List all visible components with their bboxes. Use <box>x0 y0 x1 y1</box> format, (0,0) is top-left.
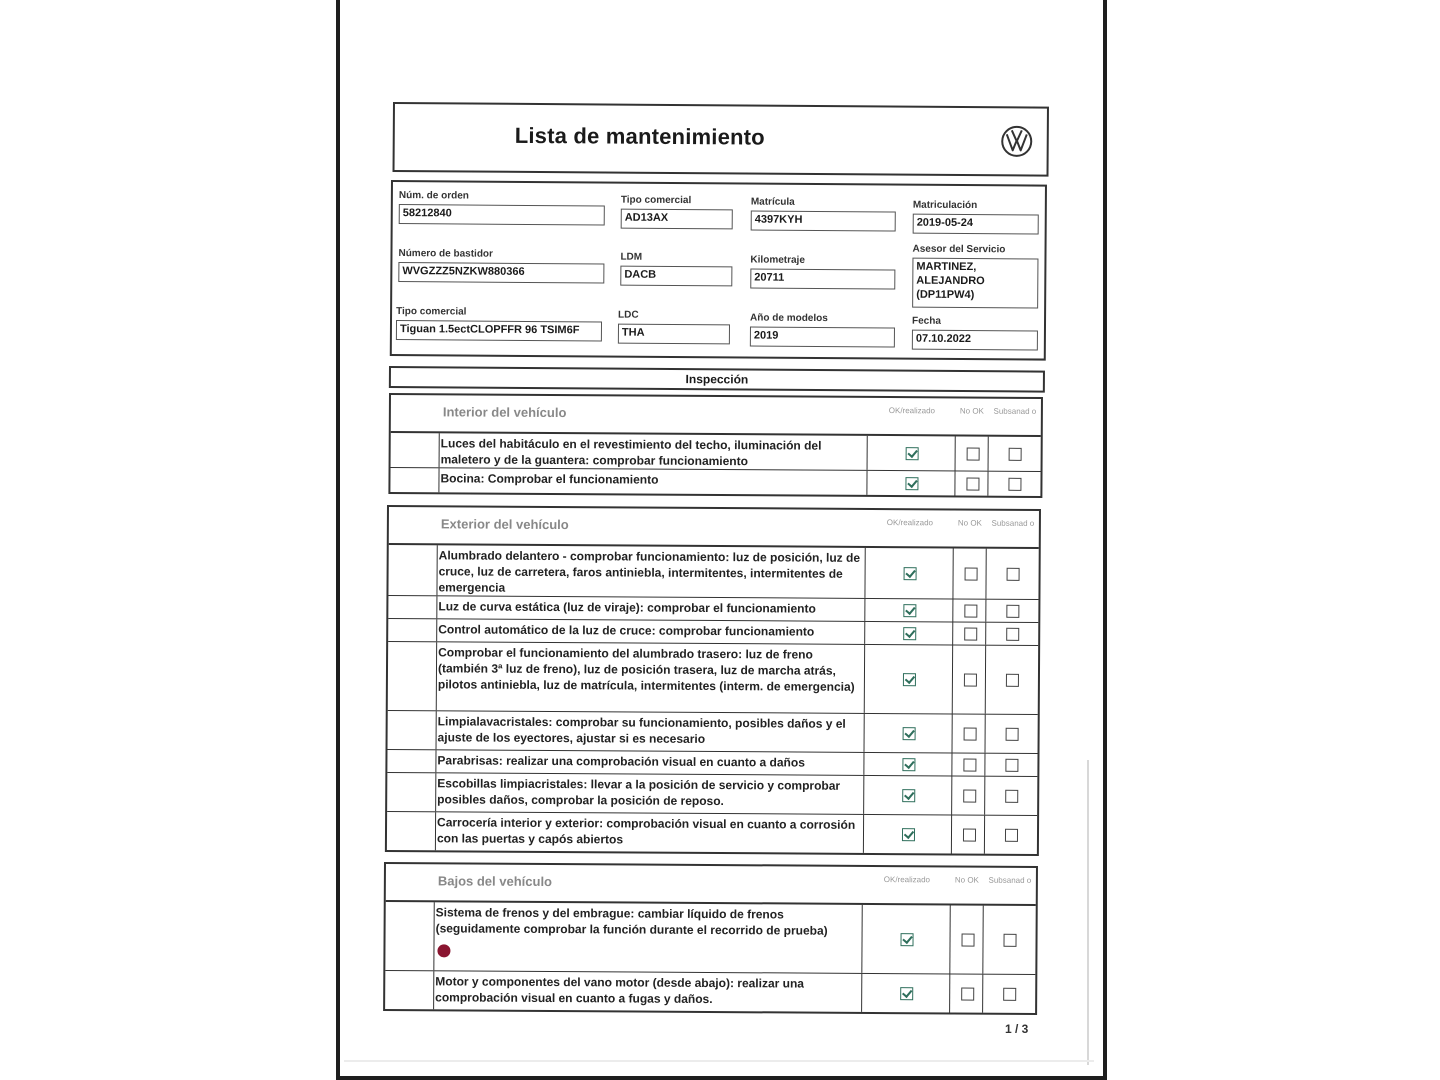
fixed-checkbox[interactable] <box>1006 674 1019 687</box>
no-ok-checkbox[interactable] <box>963 728 976 741</box>
row-text: Bocina: Comprobar el funcionamiento <box>440 471 659 487</box>
ok-checkbox[interactable] <box>905 477 918 490</box>
row-text: Motor y componentes del vano motor (desde abajo): realizar una comprobación visual en cuanto a fugas y daños. <box>435 974 805 1007</box>
table-row <box>390 468 1040 496</box>
order-number-field: Núm. de orden 58212840 <box>399 190 605 225</box>
commercial-type-desc-value: Tiguan 1.5ectCLOPFFR 96 TSIM6F <box>396 320 602 341</box>
plate-value: 4397KYH <box>751 211 896 232</box>
title-box <box>393 102 1049 177</box>
row-text: Luz de curva estática (luz de viraje): comprobar el funcionamiento <box>438 599 816 616</box>
table-row <box>387 812 1037 854</box>
ldc-field: LDC THA <box>618 310 730 345</box>
col-no-ok-header: No OK <box>954 875 979 885</box>
service-advisor-value: MARTINEZ, ALEJANDRO (DP11PW4) <box>912 258 1038 309</box>
no-ok-checkbox[interactable] <box>963 759 976 772</box>
section-title: Exterior del vehículo <box>440 516 569 533</box>
no-ok-checkbox[interactable] <box>963 674 976 687</box>
col-no-ok-header: No OK <box>959 406 984 416</box>
no-ok-checkbox[interactable] <box>964 605 977 618</box>
ok-checkbox[interactable] <box>903 604 916 617</box>
section-title: Bajos del vehículo <box>437 873 553 890</box>
ldm-value: DACB <box>620 266 732 287</box>
fixed-checkbox[interactable] <box>1009 448 1022 461</box>
fixed-checkbox[interactable] <box>1005 829 1018 842</box>
date-value: 07.10.2022 <box>912 330 1038 351</box>
row-text: Comprobar el funcionamiento del alumbrado trasero: luz de freno (también 3ª luz de freno), luz de posición trasera, luz de marcha atrás, pilotos antiniebla, luz de matrícula, intermitentes (interm. de emergencia) <box>437 645 855 694</box>
ok-checkbox[interactable] <box>900 933 913 946</box>
no-ok-checkbox[interactable] <box>964 628 977 641</box>
table-row <box>387 773 1037 816</box>
fixed-checkbox[interactable] <box>1003 934 1016 947</box>
row-text: Alumbrado delantero - comprobar funcionamiento: luz de posición, luz de cruce, luz de carretera, faros antiniebla, intermitentes, intermitentes de emergencia <box>438 548 861 595</box>
plate-field: Matrícula 4397KYH <box>751 197 896 232</box>
fixed-checkbox[interactable] <box>1007 568 1020 581</box>
fixed-checkbox[interactable] <box>1006 728 1019 741</box>
col-fixed-header: Subsanad o <box>991 518 1035 528</box>
row-text: Escobillas limpiacristales: llevar a la posición de servicio y comprobar posibles daños, comprobar la posición de reposo. <box>437 776 841 809</box>
col-fixed-header: Subsanad o <box>988 875 1032 885</box>
registration-date-field: Matriculación 2019-05-24 <box>913 200 1039 235</box>
fixed-checkbox[interactable] <box>1008 478 1021 491</box>
no-ok-checkbox[interactable] <box>962 829 975 842</box>
commercial-type-code-field: Tipo comercial AD13AX <box>621 195 733 230</box>
page-footer-line <box>344 1060 1094 1062</box>
model-year-field: Año de modelos 2019 <box>750 313 895 348</box>
commercial-type-code-value: AD13AX <box>621 209 733 230</box>
ok-checkbox[interactable] <box>903 727 916 740</box>
mileage-field: Kilometraje 20711 <box>750 255 895 290</box>
row-text: Sistema de frenos y del embrague: cambiar líquido de frenos (seguidamente comprobar la función durante el recorrido de prueba) <box>435 905 828 938</box>
table-row <box>385 971 1035 1013</box>
fixed-checkbox[interactable] <box>1006 605 1019 618</box>
row-text: Carrocería interior y exterior: comprobación visual en cuanto a corrosión con las puertas y capós abiertos <box>436 815 856 847</box>
ok-checkbox[interactable] <box>906 447 919 460</box>
commercial-type-desc-field: Tipo comercial Tiguan 1.5ectCLOPFFR 96 TSIM6F <box>396 306 602 341</box>
no-ok-checkbox[interactable] <box>966 448 979 461</box>
page-shadow <box>1087 760 1089 1065</box>
fixed-checkbox[interactable] <box>1005 790 1018 803</box>
ok-checkbox[interactable] <box>902 789 915 802</box>
col-fixed-header: Subsanad o <box>993 406 1037 416</box>
row-text: Limpialavacristales: comprobar su funcionamiento, posibles daños y el ajuste de los eyectores, ajustar si es necesario <box>437 714 846 746</box>
col-ok-header: OK/realizado <box>883 875 931 885</box>
vw-logo-icon <box>1001 125 1033 157</box>
table-row <box>385 902 1035 975</box>
ok-checkbox[interactable] <box>902 828 915 841</box>
section-interior <box>388 393 1043 498</box>
ok-checkbox[interactable] <box>903 627 916 640</box>
section-underbody <box>383 862 1038 1015</box>
service-advisor-field: Asesor del Servicio MARTINEZ, ALEJANDRO (DP11PW4) <box>912 244 1038 309</box>
ok-checkbox[interactable] <box>904 567 917 580</box>
ok-checkbox[interactable] <box>900 987 913 1000</box>
vin-value: WVGZZZ5NZKW880366 <box>398 262 604 283</box>
inspection-header: Inspección <box>389 366 1045 393</box>
fixed-checkbox[interactable] <box>1006 628 1019 641</box>
vehicle-info-box <box>390 180 1047 361</box>
date-field: Fecha 07.10.2022 <box>912 316 1038 351</box>
ok-checkbox[interactable] <box>903 673 916 686</box>
vin-field: Número de bastidor WVGZZZ5NZKW880366 <box>398 248 604 283</box>
red-dot-marker <box>437 944 450 957</box>
ok-checkbox[interactable] <box>902 758 915 771</box>
section-exterior <box>385 505 1041 856</box>
no-ok-checkbox[interactable] <box>961 988 974 1001</box>
mileage-value: 20711 <box>750 269 895 290</box>
col-no-ok-header: No OK <box>957 518 982 528</box>
ldm-field: LDM DACB <box>620 252 732 287</box>
no-ok-checkbox[interactable] <box>964 568 977 581</box>
fixed-checkbox[interactable] <box>1005 759 1018 772</box>
no-ok-checkbox[interactable] <box>961 934 974 947</box>
order-number-value: 58212840 <box>399 204 605 225</box>
row-text: Luces del habitáculo en el revestimiento del techo, iluminación del maletero y de la guantera: comprobar funcionamiento <box>440 436 822 469</box>
col-ok-header: OK/realizado <box>888 406 936 416</box>
table-row <box>388 642 1038 715</box>
table-row <box>388 711 1038 754</box>
col-ok-header: OK/realizado <box>886 518 934 528</box>
ldc-value: THA <box>618 324 730 345</box>
fixed-checkbox[interactable] <box>1003 988 1016 1001</box>
model-year-value: 2019 <box>750 327 895 348</box>
no-ok-checkbox[interactable] <box>966 478 979 491</box>
section-title: Interior del vehículo <box>442 404 567 421</box>
table-row <box>391 433 1041 472</box>
no-ok-checkbox[interactable] <box>963 790 976 803</box>
registration-date-value: 2019-05-24 <box>913 214 1039 235</box>
table-row <box>388 545 1038 600</box>
page-title: Lista de mantenimiento <box>514 122 765 150</box>
row-text: Control automático de la luz de cruce: comprobar funcionamiento <box>438 622 815 639</box>
row-text: Parabrisas: realizar una comprobación visual en cuanto a daños <box>437 753 805 770</box>
page-number: 1 / 3 <box>1005 1022 1029 1036</box>
